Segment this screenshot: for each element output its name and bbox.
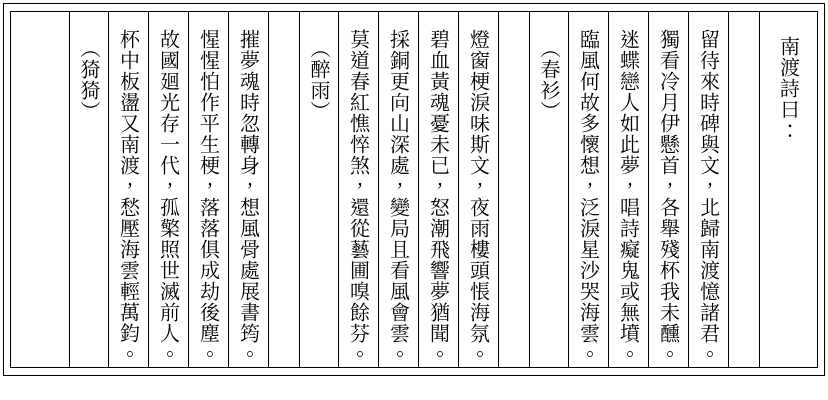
verse-text: 採銅更向山深處，變局且看風會雲。 [386, 29, 411, 365]
verse-column [188, 12, 228, 367]
verse-text: 杯中板盪又南渡，愁壓海雲輕萬鈞。 [116, 29, 141, 365]
verse-text: 獨看冷月伊懸首，各舉殘杯我未醺。 [656, 29, 681, 365]
blank-column [498, 12, 529, 367]
verse-text: 莫道春紅憔悴煞，還從藝圃嗅餘芬。 [346, 29, 371, 365]
verse-text: 燈窗梗淚味斯文，夜雨樓頭悵海氛。 [466, 29, 491, 365]
verse-column [608, 12, 648, 367]
poem-title-column [69, 12, 108, 367]
blank-column [728, 12, 759, 367]
verse-column [458, 12, 498, 367]
verse-column [418, 12, 458, 367]
verse-column [338, 12, 378, 367]
verse-text: 留待來時碑與文，北歸南渡憶諸君。 [696, 29, 721, 365]
verse-column [688, 12, 728, 367]
poem-title-column [299, 12, 338, 367]
verse-text: 故國廻光存一代，孤檠照世滅前人。 [156, 29, 181, 365]
outer-frame [3, 3, 825, 376]
header-text: 南渡詩曰： [776, 36, 801, 141]
blank-column [30, 12, 69, 367]
verse-column [648, 12, 688, 367]
verse-column [148, 12, 188, 367]
verse-column [108, 12, 148, 367]
verse-column [228, 12, 268, 367]
blank-column [268, 12, 299, 367]
poem-title-text: （醉雨） [307, 38, 331, 122]
verse-text: 摧夢魂時忽轉身，想風骨處展書筠。 [236, 29, 261, 365]
verse-text: 迷蝶戀人如此夢，唱詩癡鬼或無墳。 [616, 29, 641, 365]
poem-title-column [529, 12, 568, 367]
verse-column [378, 12, 418, 367]
verse-text: 碧血黃魂憂未已，怒潮飛響夢猶聞。 [426, 29, 451, 365]
poem-title-text: （春衫） [537, 38, 561, 122]
poem-title-text: （猗猗） [77, 38, 101, 122]
verse-text: 惺惺怕作平生梗，落落俱成劫後塵。 [196, 29, 221, 365]
verse-column [568, 12, 608, 367]
header-column [759, 12, 817, 367]
verse-text: 臨風何故多懷想，泛淚星沙哭海雲。 [576, 29, 601, 365]
poem-grid [10, 11, 818, 368]
